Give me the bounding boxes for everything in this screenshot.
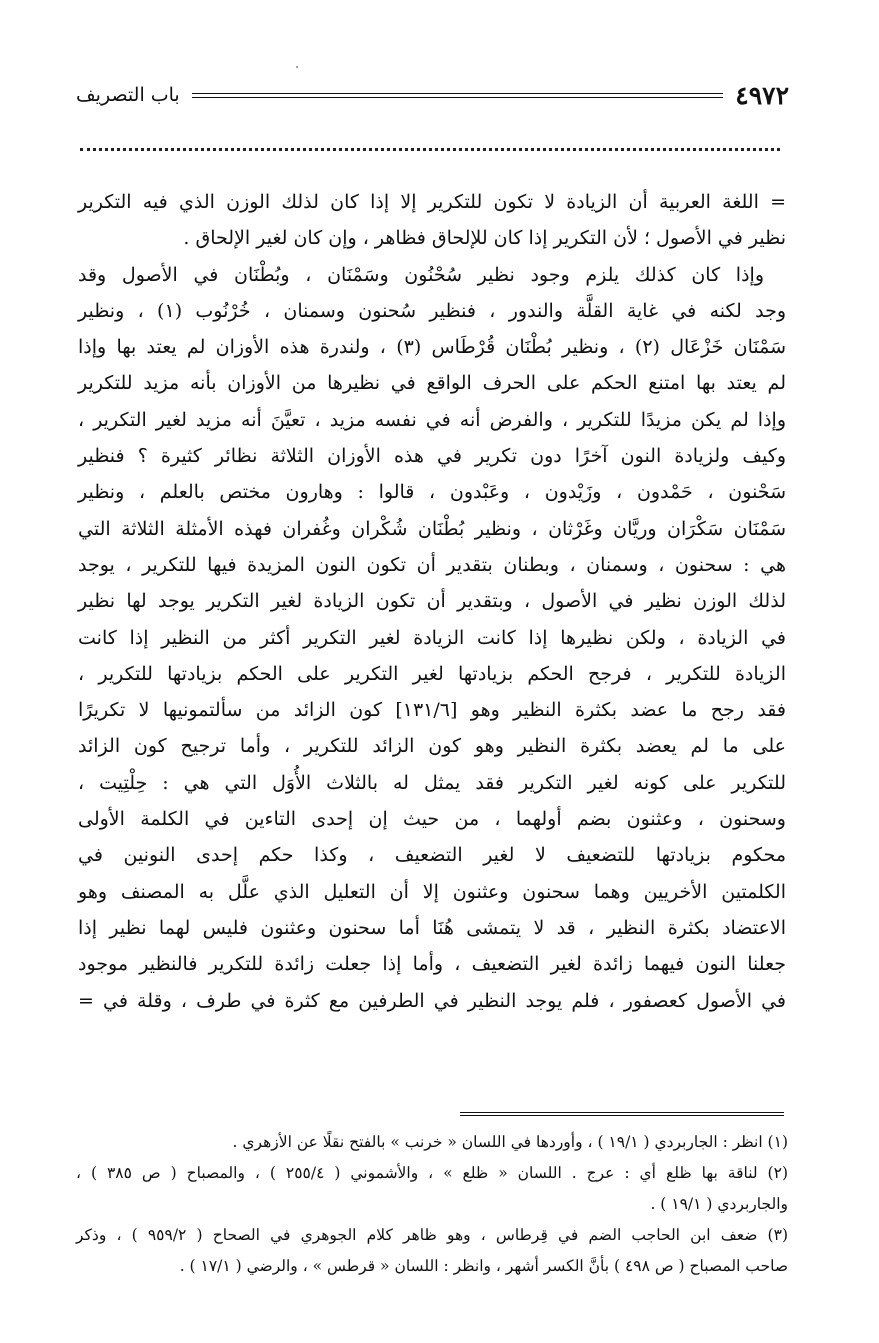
body-line: وإذا لم يكن مزيدًا للتكرير ، والفرض أنه في نفسه مزيد ، تعيَّنَ أنه مزيد لغير التكرير ، [78,408,786,431]
body-line: لذلك الوزن نظير في الأصول ، وبتقدير أن تكون الزيادة لغير التكرير يوجد لها نظير [78,590,786,613]
running-header [76,78,789,112]
header-double-rule [192,93,724,98]
footnote-2: (٢) لناقة بها ظلع أي : عرج . اللسان « ظلع » ، والأشموني ( ٢٥٥/٤ ) ، والمصباح ( ص ٣٨٥ ) ، [76,1164,788,1182]
body-line: سَحْنون ، حَمْدون ، وزَيْدون ، وعَبْدون ، قالوا : وهارون مختص بالعلم ، ونظير [78,481,786,504]
footnote-1: (١) انظر : الجاربردي ( ١٩/١ ) ، وأوردها في اللسان « خرنب » بالفتح نقلًا عن الأزهري . [232,1133,788,1151]
footnote-separator [460,1112,784,1116]
body-line: وجد لكنه في غاية القلَّة والندور ، فنظير سُحنون وسمنان ، خُرْنُوب (١) ، ونظير [78,299,787,322]
body-line: هي : سحنون ، وسمنان ، وبطنان بتقدير أن تكون النون المزيدة فيها للتكرير ، يوجد [78,553,786,576]
body-line: الزيادة للتكرير ، فرجح الحكم بزيادتها لغير التكرير على الحكم بزيادتها للتكرير ، [78,662,786,685]
footnote-2-continued: والجاربردي ( ١٩/١ ) . [650,1195,788,1213]
body-line: نظير في الأصول ؛ لأن التكرير إذا كان للإلحاق فظاهر ، وإن كان لغير الإلحاق . [183,227,786,250]
scan-speck [296,66,298,68]
body-line: الكلمتين الأخريين وهما سحنون وعثنون إلا أن التعليل الذي علَّل به المصنف وهو [78,880,786,903]
body-line: في الزيادة ، ولكن نظيرها إذا كانت الزيادة لغير التكرير أكثر من النظير إذا كانت [78,626,786,649]
body-line: على ما لم يعضد بكثرة النظير وهو كون الزائد للتكرير ، وأما ترجيح كون الزائد [78,735,786,758]
body-line: وكيف ولزيادة النون آخرًا دون تكرير في هذه الأوزان الثلاثة نظائر كثيرة ؟ فنظير [78,445,786,468]
footnote-3: (٣) ضعف ابن الحاجب الضم في قِرطاس ، وهو ظاهر كلام الجوهري في الصحاح ( ٩٥٩/٢ ) ، وذكر [76,1226,788,1244]
body-line: سَمْنَان خَزْعَال (٢) ، ونظير بُطْنَان قُرْطَاس (٣) ، ولندرة هذه الأوزان لم يعتد بها وإذا [78,336,786,359]
body-line: للتكرير على كونه لغير التكرير فقد يمثل له بالثلاث الأُوَل التي هي : حِلْتِيت ، [78,771,786,794]
body-text [78,184,786,1019]
footnote-3-continued: صاحب المصباح ( ص ٤٩٨ ) بأنَّ الكسر أشهر ، وانظر : اللسان « قرطس » ، والرضي ( ١٧/١ ) . [179,1257,788,1275]
body-line: في الأصول كعصفور ، فلم يوجد النظير في الطرفين مع كثرة في طرف ، وقلة في = [78,989,786,1012]
body-line: الاعتضاد بكثرة النظير ، قد لا يتمشى هُنَا أما سحنون وعثنون فليس لهما نظير إذا [78,916,786,939]
dotted-separator [80,148,780,151]
body-line: جعلنا النون فيهما زائدة لغير التضعيف ، وأما إذا جعلت زائدة للتكرير فالنظير موجود [78,953,786,976]
body-line: وسحنون ، وعثنون بضم أولهما ، من حيث إن إحدى التاءين في الكلمة الأولى [78,808,786,831]
body-line: وإذا كان كذلك يلزم وجود نظير سُحْنُون وسَمْنَان ، وبُطْنَان في الأصول وقد [78,263,764,286]
body-line: فقد رجح ما عضد بكثرة النظير وهو [١٣١/٦] كون الزائد من سألتمونيها لا تكريرًا [78,699,786,722]
chapter-title: باب التصريف [76,84,180,106]
body-line: سَمْنَان سَكْرَان وريَّان وغَرْثان ، ونظير بُطْنَان شُكْران وغُفران فهذه الأمثلة الثلاثة التي [78,517,786,540]
footnotes [76,1127,788,1282]
body-line: لم يعتد بها امتنع الحكم على الحرف الواقع في نظيرها من الأوزان بأنه مزيد للتكرير [78,372,786,395]
body-line: = اللغة العربية أن الزيادة لا تكون للتكرير إلا إذا كان لذلك الوزن الذي فيه التكرير [78,191,786,213]
page-number: ٤٩٧٢ [735,80,789,110]
body-line: محكوم بزيادتها للتضعيف لا لغير التضعيف ، وكذا حكم إحدى النونين في [78,844,786,867]
